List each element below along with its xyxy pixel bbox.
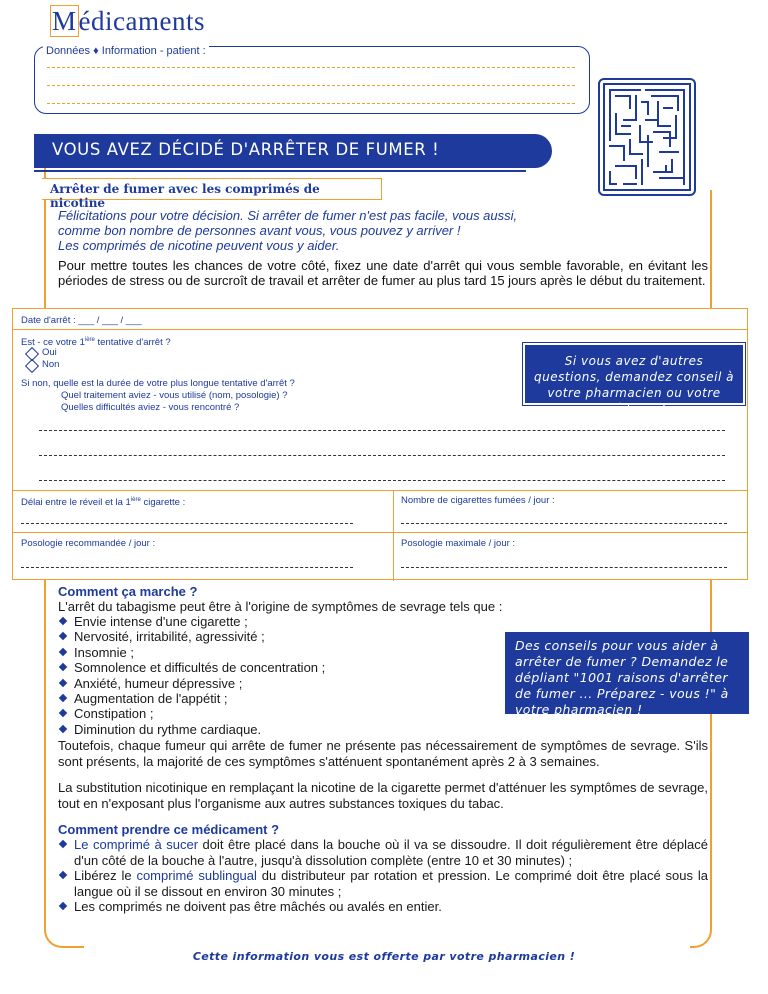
difficulties-question: Quelles difficultés aviez - vous rencontré ? [61, 402, 240, 413]
list-item: Diminution du rythme cardiaque. [58, 722, 325, 737]
diamond-bullet-icon [59, 840, 67, 848]
form-divider [13, 490, 747, 491]
intro-congrats [58, 208, 578, 253]
maze-logo [598, 78, 696, 196]
list-item: Somnolence et difficultés de concentration ; [58, 660, 325, 675]
substitution-paragraph: La substitution nicotinique en remplaçant la nicotine de la cigarette permet d'atténuer les symptômes de sevrage, tout en n'exposant plus l'organisme aux autres substances toxiques du tabac. [58, 780, 708, 811]
diamond-bullet-icon [59, 648, 67, 656]
option-no-radio[interactable] [25, 359, 39, 373]
diamond-bullet-icon [59, 709, 67, 717]
patient-info-label: Données ♦ Information - patient : [43, 45, 209, 57]
diamond-bullet-icon [59, 632, 67, 640]
list-item: Les comprimés ne doivent pas être mâchés ou avalés en entier. [58, 899, 708, 915]
symptoms-list [58, 614, 325, 737]
questions-callout: Si vous avez d'autres questions, demandez conseil à votre pharmacien ou votre médecin ! [523, 343, 745, 405]
how-it-works-intro: L'arrêt du tabagisme peut être à l'origine de symptômes de sevrage tels que : [58, 599, 503, 614]
max-dose-input[interactable] [401, 567, 727, 568]
wake-delay-input[interactable] [21, 523, 353, 524]
how-to-take-title: Comment prendre ce médicament ? [58, 822, 280, 837]
list-item: Libérez le comprimé sublingual du distributeur par rotation et pression. Le comprimé doit être placé sous la langue où il se dissout en environ 30 minutes ; [58, 868, 708, 899]
diamond-bullet-icon [59, 902, 67, 910]
withdrawal-paragraph: Toutefois, chaque fumeur qui arrête de fumer ne présente pas nécessairement de symptômes de sevrage. S'ils sont présents, la majorité de ces symptômes s'atténuent spontanément après 2 à 3 semaines. [58, 738, 708, 769]
diamond-bullet-icon [59, 694, 67, 702]
max-dose-label: Posologie maximale / jour : [401, 538, 516, 549]
diamond-bullet-icon [59, 871, 67, 879]
first-attempt-question: Est - ce votre $1^{ière}$ tentative d'arrêt ? [21, 337, 171, 349]
option-yes-label: Oui [42, 347, 57, 358]
list-item: Constipation ; [58, 706, 325, 721]
diamond-bullet-icon [59, 725, 67, 733]
banner-title: VOUS AVEZ DÉCIDÉ D'ARRÊTER DE FUMER ! [52, 140, 440, 159]
intro-line: Les comprimés de nicotine peuvent vous y aider. [58, 238, 340, 253]
list-item: Le comprimé à sucer doit être placé dans la bouche où il va se dissoudre. Il doit régulièrement être déplacé d'un côté de la bouche à l'autre, jusqu'à dissolution complète (entre 10 et 30 minutes) ; [58, 837, 708, 868]
how-to-take-list [58, 837, 708, 915]
patient-line-3 [47, 103, 575, 104]
patient-info-box [34, 46, 590, 114]
how-it-works-title: Comment ça marche ? [58, 584, 198, 599]
diamond-bullet-icon [59, 617, 67, 625]
advice-callout: Des conseils pour vous aider à arrêter de fumer ? Demandez le dépliant "1001 raisons d'arrêter de fumer ... Préparez - vous !" à votre pharmacien ! [505, 632, 749, 714]
answer-line-3[interactable] [39, 480, 725, 481]
footer-note: Cette information vous est offerte par votre pharmacien ! [192, 950, 576, 963]
diamond-bullet-icon [59, 678, 67, 686]
answer-line-1[interactable] [39, 430, 725, 431]
intro-paragraph: Pour mettre toutes les chances de votre côté, fixez une date d'arrêt qui vous semble favorable, en évitant les périodes de stress ou de surcroît de travail et arrêter de fumer au plus tard 15 jours après le début du traitement. [58, 258, 708, 288]
banner-underline [34, 170, 526, 172]
intro-line: comme bon nombre de personnes avant vous, vous pouvez y arriver ! [58, 223, 461, 238]
section-subtitle: Arrêter de fumer avec les comprimés de nicotine [42, 178, 382, 200]
form-divider [13, 329, 747, 330]
answer-line-2[interactable] [39, 455, 725, 456]
intro-line: Félicitations pour votre décision. Si arrêter de fumer n'est pas facile, vous aussi, [58, 208, 518, 223]
quit-date-field[interactable]: Date d'arrêt : ___ / ___ / ___ [21, 315, 142, 326]
list-item: Envie intense d'une cigarette ; [58, 614, 325, 629]
cigarettes-per-day-input[interactable] [401, 523, 727, 524]
title-initial: M [52, 6, 77, 36]
list-item: Insomnie ; [58, 645, 325, 660]
list-item: Nervosité, irritabilité, agressivité ; [58, 629, 325, 644]
page-title: Médicaments [52, 6, 205, 36]
main-banner [34, 134, 552, 168]
longest-attempt-question: Si non, quelle est la durée de votre plus longue tentative d'arrêt ? [21, 378, 295, 389]
list-item: Augmentation de l'appétit ; [58, 691, 325, 706]
treatment-question: Quel traitement aviez - vous utilisé (nom, posologie) ? [61, 390, 288, 401]
maze-icon [600, 80, 694, 194]
recommended-dose-label: Posologie recommandée / jour : [21, 538, 156, 549]
wake-delay-label: Délai entre le réveil et la $1^{ière}$ cigarette : [21, 497, 186, 509]
form-divider [13, 532, 747, 533]
cigarettes-per-day-label: Nombre de cigarettes fumées / jour : [401, 495, 555, 506]
form-column-divider [393, 490, 394, 581]
patient-line-2 [47, 85, 575, 86]
patient-line-1 [47, 67, 575, 68]
diamond-bullet-icon [59, 663, 67, 671]
option-no-label: Non [42, 359, 60, 370]
sublingual-term: comprimé sublingual [136, 868, 257, 883]
recommended-dose-input[interactable] [21, 567, 353, 568]
lozenge-term: Le comprimé à sucer [74, 837, 199, 852]
list-item: Anxiété, humeur dépressive ; [58, 676, 325, 691]
